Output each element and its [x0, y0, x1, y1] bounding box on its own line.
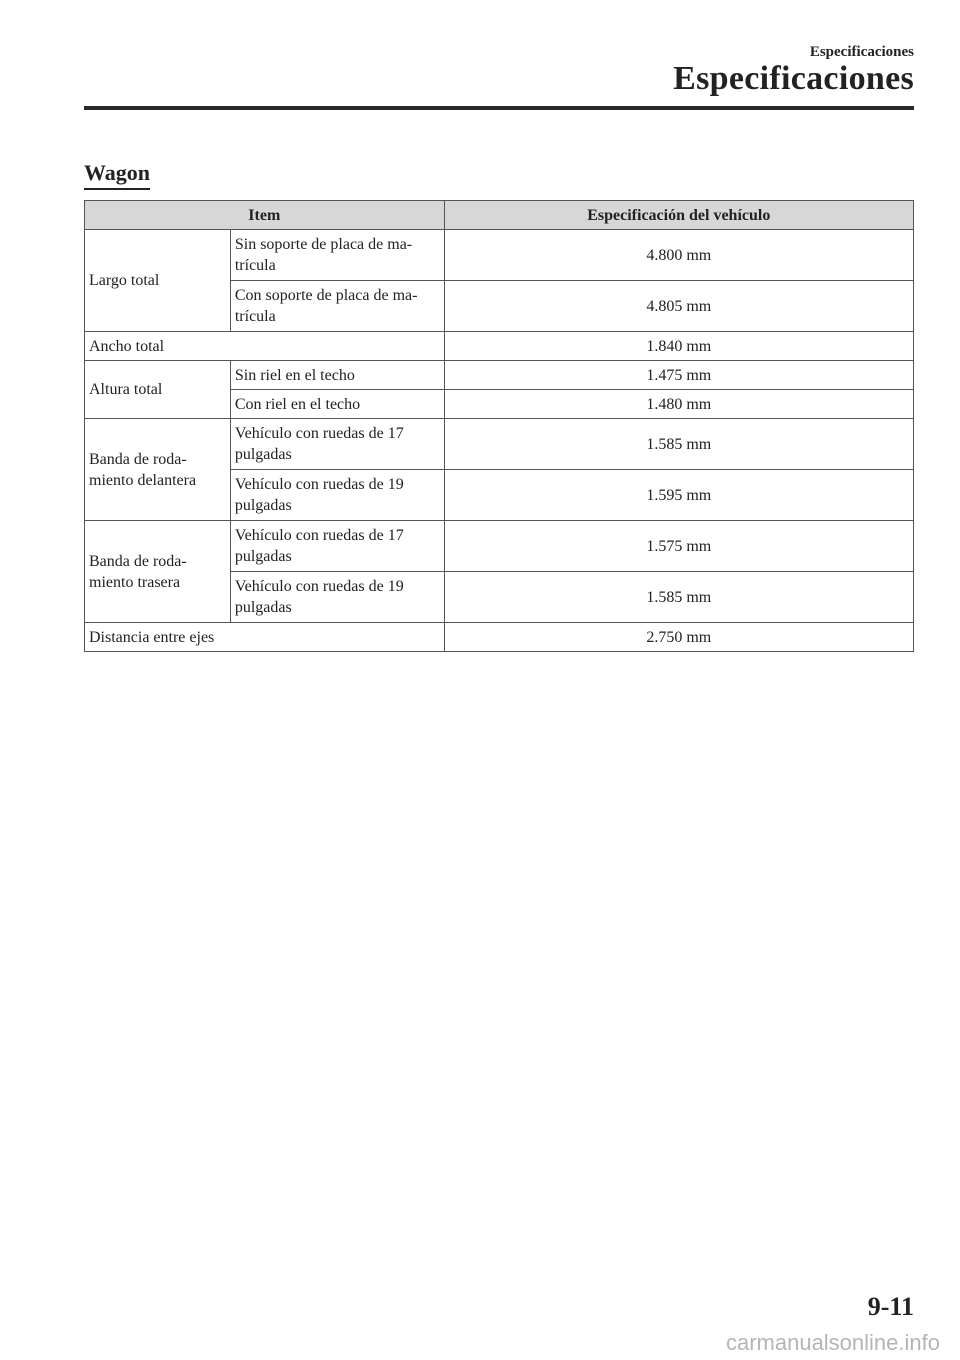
row-sublabel: Vehículo con ruedas de 19 pulgadas	[230, 572, 444, 623]
table-row	[85, 332, 914, 361]
row-label-banda-trasera: Banda de roda- miento trasera	[85, 521, 231, 623]
header-divider	[84, 106, 914, 110]
row-value: 1.840 mm	[444, 332, 913, 361]
page-title: Especificaciones	[673, 60, 914, 97]
table-row	[85, 623, 914, 652]
column-header-item: Item	[85, 201, 445, 230]
row-value: 4.800 mm	[444, 230, 913, 281]
row-value: 1.480 mm	[444, 390, 913, 419]
section-title: Wagon	[84, 160, 150, 190]
row-value: 1.585 mm	[444, 419, 913, 470]
row-value: 1.475 mm	[444, 361, 913, 390]
header-subtitle: Especificaciones	[809, 44, 914, 60]
table-row	[85, 419, 914, 470]
row-label-distancia-ejes: Distancia entre ejes	[85, 623, 445, 652]
row-sublabel: Vehículo con ruedas de 17 pulgadas	[230, 419, 444, 470]
row-label-largo-total: Largo total	[85, 230, 231, 332]
spec-table	[84, 200, 914, 652]
row-label-banda-delantera: Banda de roda- miento delantera	[85, 419, 231, 521]
table-header-row	[85, 201, 914, 230]
row-sublabel: Sin soporte de placa de ma- trícula	[230, 230, 444, 281]
page-number: 9-11	[867, 1292, 914, 1321]
table-row	[85, 521, 914, 572]
column-header-spec: Especificación del vehículo	[444, 201, 913, 230]
row-sublabel: Sin riel en el techo	[230, 361, 444, 390]
row-label-ancho-total: Ancho total	[85, 332, 445, 361]
row-sublabel: Vehículo con ruedas de 17 pulgadas	[230, 521, 444, 572]
row-value: 2.750 mm	[444, 623, 913, 652]
row-value: 1.585 mm	[444, 572, 913, 623]
row-label-altura-total: Altura total	[85, 361, 231, 419]
row-value: 4.805 mm	[444, 281, 913, 332]
row-sublabel: Con riel en el techo	[230, 390, 444, 419]
table-row	[85, 361, 914, 390]
watermark: carmanualsonline.info	[725, 1330, 940, 1355]
row-value: 1.595 mm	[444, 470, 913, 521]
row-sublabel: Con soporte de placa de ma- trícula	[230, 281, 444, 332]
row-value: 1.575 mm	[444, 521, 913, 572]
table-row	[85, 230, 914, 281]
row-sublabel: Vehículo con ruedas de 19 pulgadas	[230, 470, 444, 521]
